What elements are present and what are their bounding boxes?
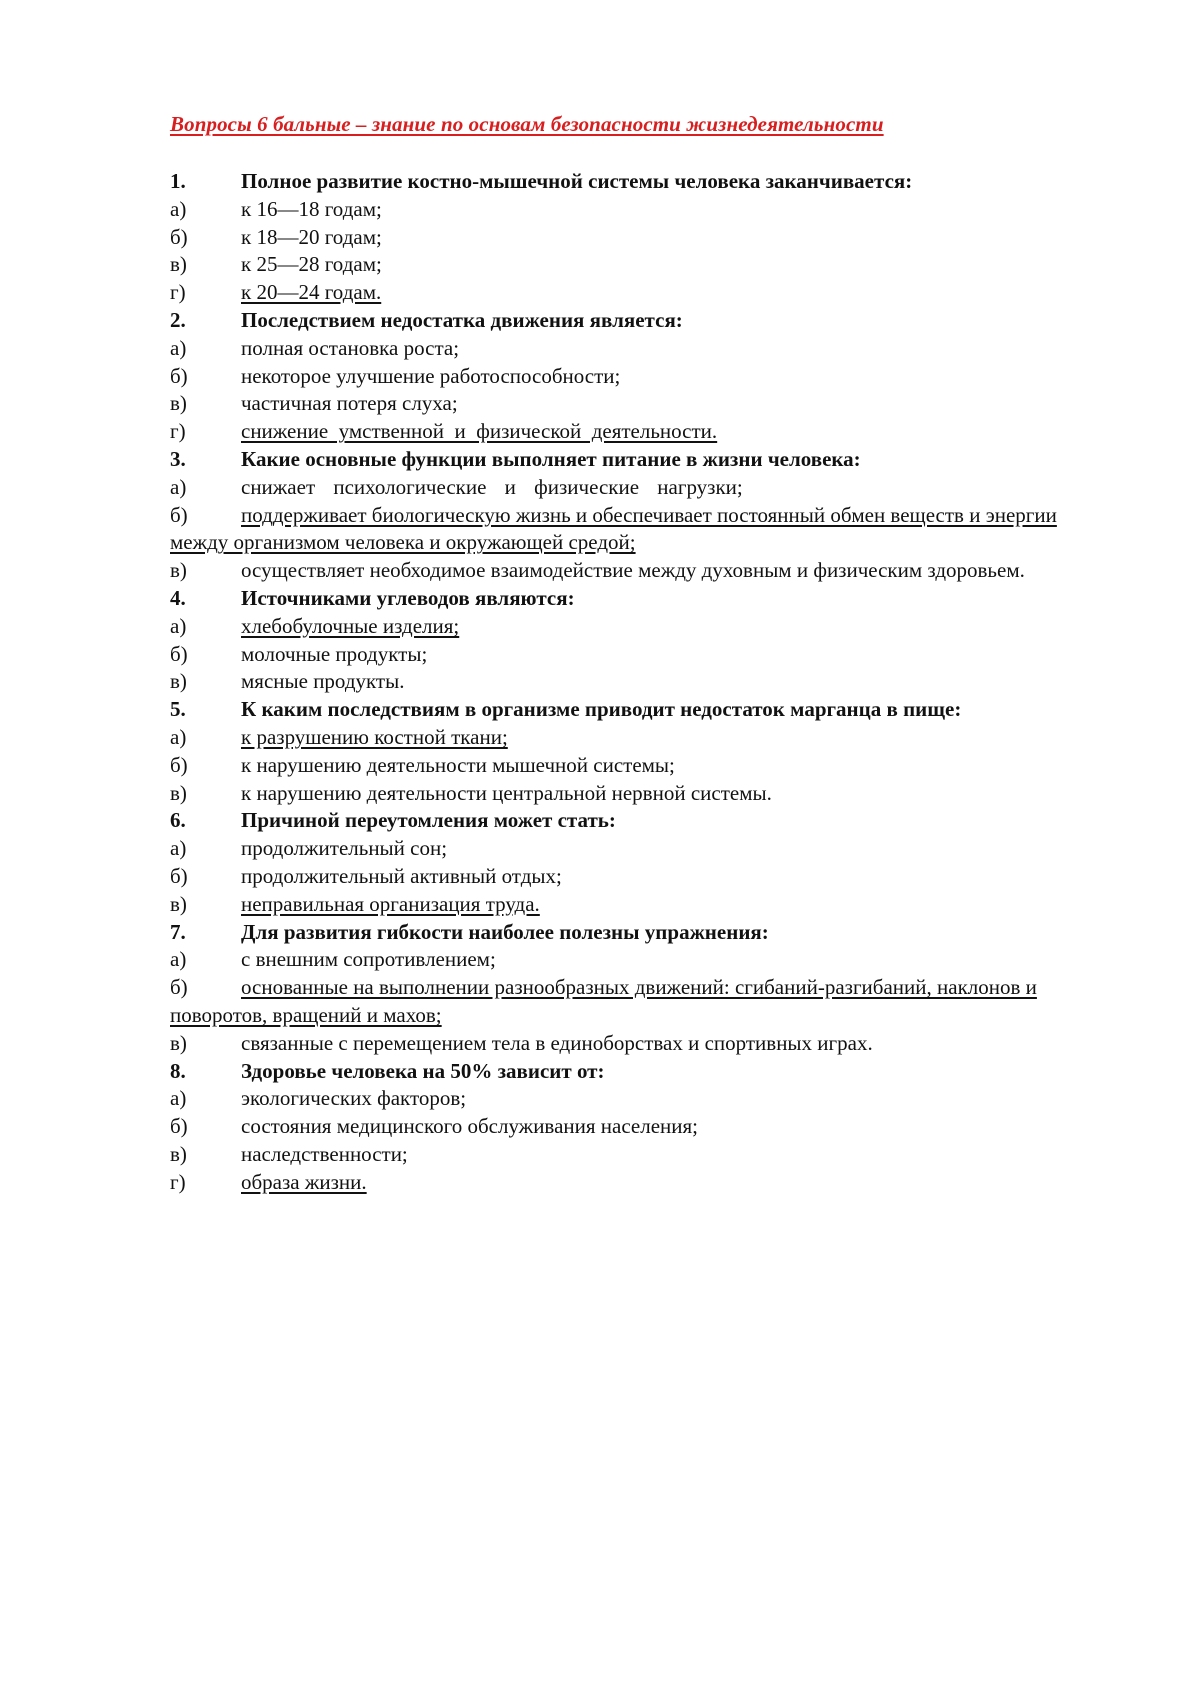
question-5 [170, 696, 1100, 724]
question-number: 8. [170, 1058, 186, 1083]
option-label: а) [170, 474, 187, 499]
option-text: к 16—18 годам; [241, 196, 382, 221]
question-text: Полное развитие костно-мышечной системы человека заканчивается: [241, 169, 913, 193]
option-text: частичная потеря слуха; [241, 391, 458, 416]
option-label: г) [170, 280, 186, 305]
option-label: в) [170, 780, 187, 805]
option-label: а) [170, 613, 187, 638]
option-text: неправильная организация труда. [241, 891, 540, 916]
question-1 [170, 168, 1100, 196]
option-text: хлебобулочные изделия; [241, 613, 460, 638]
question-number: 6. [170, 808, 186, 833]
answer-option-correct [170, 974, 1100, 1030]
question-4 [170, 585, 1100, 613]
question-number: 2. [170, 307, 186, 332]
answer-option-correct [170, 724, 1100, 752]
option-label: б) [170, 363, 188, 388]
option-text: основанные на выполнении разнообразных движений: сгибаний-разгибаний, наклонов и поворотов, вращений и махов; [170, 975, 1037, 1027]
option-text: мясные продукты. [241, 669, 405, 694]
answer-option [170, 557, 1100, 585]
option-text: с внешним сопротивлением; [241, 947, 496, 972]
question-number: 5. [170, 697, 186, 722]
answer-option [170, 946, 1100, 974]
option-label: г) [170, 1169, 186, 1194]
question-text: Здоровье человека на 50% зависит от: [241, 1058, 605, 1083]
answer-option [170, 390, 1100, 418]
question-list [170, 168, 1100, 1196]
question-text: Последствием недостатка движения является: [241, 307, 683, 332]
option-text: к 25—28 годам; [241, 252, 382, 277]
option-label: б) [170, 975, 188, 1000]
question-text: Причиной переутомления может стать: [241, 808, 616, 833]
answer-option [170, 780, 1100, 808]
page-title: Вопросы 6 бальные – знание по основам безопасности жизнедеятельности [170, 112, 884, 136]
option-label: б) [170, 752, 188, 777]
question-3 [170, 446, 1100, 474]
answer-option-correct [170, 891, 1100, 919]
answer-option-correct [170, 418, 1100, 446]
option-label: в) [170, 1030, 187, 1055]
option-label: б) [170, 502, 188, 527]
answer-option [170, 1085, 1100, 1113]
option-label: а) [170, 1086, 187, 1111]
answer-option [170, 1113, 1100, 1141]
option-text: некоторое улучшение работоспособности; [241, 363, 621, 388]
question-number: 3. [170, 446, 186, 471]
option-text: поддерживает биологическую жизнь и обеспечивает постоянный обмен веществ и энергии между организмом человека и окружающей средой; [170, 502, 1057, 555]
option-label: б) [170, 863, 188, 888]
option-label: в) [170, 1141, 187, 1166]
option-text: продолжительный сон; [241, 836, 448, 861]
option-text: снижение умственной и физической деятельности. [241, 419, 718, 444]
answer-option-correct [170, 502, 1100, 558]
answer-option [170, 641, 1100, 669]
answer-option-correct [170, 279, 1100, 307]
option-label: а) [170, 836, 187, 861]
option-text: связанные с перемещением тела в единоборствах и спортивных играх. [241, 1030, 873, 1055]
option-label: б) [170, 224, 188, 249]
option-text: к нарушению деятельности мышечной системы; [241, 752, 675, 777]
option-text: состояния медицинского обслуживания населения; [241, 1114, 699, 1139]
option-label: а) [170, 335, 187, 360]
option-text: к разрушению костной ткани; [241, 724, 508, 749]
option-text: к нарушению деятельности центральной нервной системы. [241, 780, 772, 805]
answer-option-correct [170, 613, 1100, 641]
option-label: в) [170, 669, 187, 694]
answer-option [170, 196, 1100, 224]
question-8 [170, 1058, 1100, 1086]
option-text: продолжительный активный отдых; [241, 863, 562, 888]
option-text: к 18—20 годам; [241, 224, 382, 249]
answer-option [170, 224, 1100, 252]
answer-option [170, 474, 1100, 502]
question-number: 7. [170, 919, 186, 944]
question-text: Источниками углеводов являются: [241, 585, 575, 610]
option-label: а) [170, 724, 187, 749]
option-text: наследственности; [241, 1141, 408, 1166]
option-label: в) [170, 891, 187, 916]
answer-option [170, 1030, 1100, 1058]
answer-option [170, 752, 1100, 780]
question-6 [170, 807, 1100, 835]
answer-option [170, 863, 1100, 891]
answer-option [170, 251, 1100, 279]
answer-option-correct [170, 1169, 1100, 1197]
question-7 [170, 919, 1100, 947]
question-text: Для развития гибкости наиболее полезны упражнения: [241, 919, 769, 944]
question-text: Какие основные функции выполняет питание в жизни человека: [241, 446, 861, 471]
option-text: к 20—24 годам. [241, 280, 382, 305]
option-text: снижает психологические и физические нагрузки; [241, 474, 743, 499]
option-text: экологических факторов; [241, 1086, 467, 1111]
question-2 [170, 307, 1100, 335]
option-label: а) [170, 196, 187, 221]
answer-option [170, 363, 1100, 391]
question-number: 4. [170, 585, 186, 610]
option-label: б) [170, 1114, 188, 1139]
option-label: б) [170, 641, 188, 666]
option-text: образа жизни. [241, 1169, 367, 1194]
option-text: осуществляет необходимое взаимодействие между духовным и физическим здоровьем. [241, 558, 1025, 583]
answer-option [170, 668, 1100, 696]
option-label: а) [170, 947, 187, 972]
option-label: в) [170, 391, 187, 416]
option-text: молочные продукты; [241, 641, 428, 666]
answer-option [170, 335, 1100, 363]
option-label: г) [170, 419, 186, 444]
option-label: в) [170, 252, 187, 277]
answer-option [170, 835, 1100, 863]
question-text: К каким последствиям в организме приводит недостаток марганца в пище: [241, 697, 962, 722]
option-text: полная остановка роста; [241, 335, 460, 360]
answer-option [170, 1141, 1100, 1169]
option-label: в) [170, 558, 187, 583]
question-number: 1. [170, 169, 186, 193]
